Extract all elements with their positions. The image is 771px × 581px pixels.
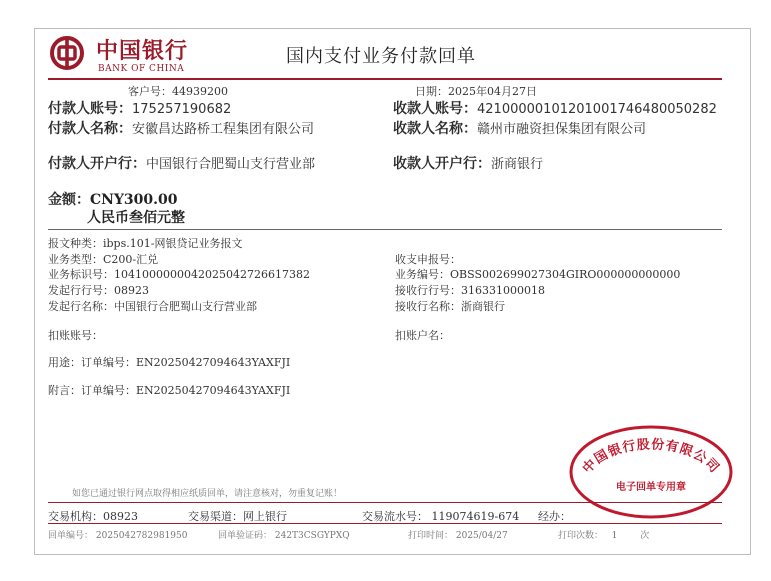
biz-id: 业务标识号：104100000004202504272661​7382 [48,268,310,281]
payer-bank-label: 付款人开户行： [48,156,146,172]
date [415,83,537,99]
payee-name-value: 赣州市融资担保集团有限公司 [477,122,647,137]
amount-label: 金额： [48,192,90,208]
payee-account [393,98,717,118]
top-divider [48,78,722,80]
purpose: 用途：订单编号：EN20250427094643YAXFJI [48,356,291,369]
stamp-bottom-text: 电子回单专用章 [616,482,686,493]
recv-report-no: 收支申报号： [395,253,461,266]
remark: 附言：订单编号：EN20250427094643YAXFJI [48,384,291,397]
customer-no [128,83,228,99]
payee-bank-value: 浙商银行 [491,157,544,172]
footer-org: 交易机构：08923 [48,510,138,523]
recv-bank-name: 接收行名称：浙商银行 [395,300,505,313]
print-count-unit: 次 [640,531,650,541]
payee-account-value: 421000001012010017464800502​82 [477,102,717,117]
payer-name-label: 付款人名称： [48,121,132,137]
footer-top-divider [48,502,722,503]
notice-text: 如您已通过银行网点取得相应纸质回单，请注意核对，勿重复记账！ [72,489,343,499]
print-time: 打印时间： 2025/04/27 [408,531,508,541]
payer-name [48,118,314,138]
payer-account-value: 175257190682 [132,102,232,117]
amount-words: 人民币叁佰元整 [87,210,185,226]
msg-type: 报文种类：ibps.101-网银贷记业务报文 [48,237,243,250]
payee-account-label: 收款人账号： [393,101,477,117]
payer-name-value: 安徽昌达路桥工程集团有限公司 [132,122,315,137]
init-bank-no: 发起行行号：08923 [48,284,149,297]
biz-type: 业务类型：C200-汇兑 [48,253,159,266]
date-value: 2025年04月27日 [448,85,537,98]
payee-bank-label: 收款人开户行： [393,156,491,172]
payee-name-label: 收款人名称： [393,121,477,137]
payer-bank-value: 中国银行合肥蜀山支行营业部 [146,157,316,172]
payer-account [48,98,231,118]
payee-bank [393,153,543,173]
amount [48,189,178,209]
print-count-label: 打印次数： [558,531,604,541]
bank-name-cn: 中国银行 [96,38,189,64]
verify-code: 回单验证码： 242T3CSGYPXQ [218,531,350,541]
payer-account-label: 付款人账号： [48,101,132,117]
payer-bank [48,153,315,173]
print-count-value: 1 [611,531,618,541]
svg-text:中国银行股份有限公司 [579,436,723,476]
debit-account: 扣账账号： [48,329,103,342]
biz-no: 业务编号：OBSS002699027304GIRO000000000000 [395,268,681,281]
bank-of-china-logo-icon [50,36,84,70]
footer-channel: 交易渠道：网上银行 [188,510,287,523]
official-seal-stamp [568,424,734,520]
footer-serial: 交易流水号： 119074619-674 [362,510,520,523]
receipt-no: 回单编号： 2025042782981950 [48,531,188,541]
bank-name-en: BANK OF CHINA [98,64,185,74]
print-count [558,528,649,541]
stamp-top-text: 中国银行股份有限公司 [579,437,723,477]
date-label: 日期： [415,85,448,98]
debit-account-name: 扣账户名： [395,329,450,342]
recv-bank-no: 接收行行号：316331000018 [395,284,545,297]
footer-bottom-divider [48,523,722,524]
page-title: 国内支付业务付款回单 [286,46,476,67]
customer-no-label: 客户号： [128,85,172,98]
customer-no-value: 44939200 [172,85,228,98]
amount-value: CNY300.00 [90,192,178,208]
footer-handler: 经办： [538,510,571,523]
payee-name [393,118,646,138]
init-bank-name: 发起行名称：中国银行合肥蜀山支行营业部 [48,300,257,313]
middle-divider [48,229,722,230]
